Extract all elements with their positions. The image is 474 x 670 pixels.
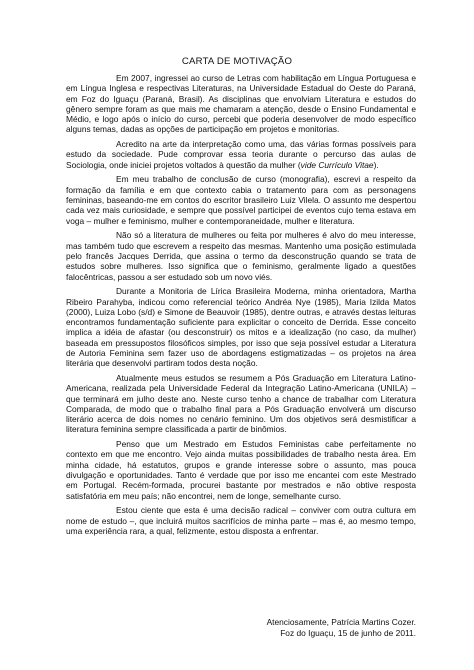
- place-date-line: [220, 628, 416, 638]
- paragraph-6: Atualmente meus estudos se resumem a Pós Graduação em Literatura Latino-Americana, realizada pela Universidade Federal da Integração Latino-Americana (UNILA) – que terminará em julho deste ano. Neste curso tenho a chance de trabalhar com Literatura Comparada, de modo que o trabalho final para a Pós Graduação envolverá um discurso literário acerca de dois nomes no cenário feminino. Um dos objetivos será desmistificar a literatura feminina sempre classificada a partir de binômios.: [66, 372, 416, 435]
- paragraph-2: Acredito na arte da interpretação como uma, das várias formas possíveis para estudo da sociedade. Pude comprovar essa teoria durante o percurso das aulas de Sociologia, onde iniciei projetos voltados à questão da mulher (vide Currículo Vitae).: [66, 139, 416, 170]
- paragraph-3: Em meu trabalho de conclusão de curso (monografia), escrevi a respeito da formação da família e em que contexto cabia o tratamento para com as personagens femininas, baseando-me em contos do escritor brasileiro Luiz Vilela. O assunto me despertou cada vez mais curiosidade, e sempre que possível participei de eventos cujo tema estava em voga – mulher e feminismo, mulher e contemporaneidade, mulher e literatura.: [66, 174, 416, 226]
- paragraph-1: Em 2007, ingressei ao curso de Letras com habilitação em Língua Portuguesa e em Língua Inglesa e respectivas Literaturas, na Universidade Estadual do Oeste do Paraná, em Foz do Iguaçu (Paraná, Brasil). As disciplinas que envolviam Literatura e estudos do gênero sempre foram as que mais me chamaram a atenção, desde o Ensino Fundamental e Médio, e logo após o início do curso, percebi que poderia desenvolver de modo específico alguns temas, dadas as opções de participação em projetos e monitorias.: [66, 73, 416, 135]
- paragraph-8: Estou ciente que esta é uma decisão radical – conviver com outra cultura em nome de estudo –, que incluirá muitos sacrifícios de minha parte – mas é, ao mesmo tempo, uma experiência rara, a qual, felizmente, estou disposta a enfrentar.: [66, 505, 416, 536]
- place-date-text: Foz do Iguaçu, 15 de junho de 2011.: [280, 628, 416, 638]
- closing-line: [220, 617, 416, 627]
- paragraph-7: Penso que um Mestrado em Estudos Feministas cabe perfeitamente no contexto em que me encontro. Vejo ainda muitas possibilidades de trabalho nesta área. Em minha cidade, há estatutos, grupos e grande interesse sobre o assunto, mas pouca divulgação e oportunidades. Tanto é verdade que por isso me encantei com este Mestrado em Portugal. Recém-formada, procurei bastante por mestrados e não obtive resposta satisfatória em meu país; não encontrei, nem de longe, semelhante curso.: [66, 439, 416, 501]
- closing-text: Atenciosamente, Patrícia Martins Cozer.: [266, 617, 416, 627]
- cv-reference: vide Currículo Vitae: [300, 159, 374, 170]
- paragraph-5: Durante a Monitoria de Lírica Brasileira Moderna, minha orientadora, Martha Ribeiro Parahyba, indicou como referencial teórico Andréa Nye (1985), Maria Izilda Matos (2000), Luiza Lobo (s/d) e Simone de Beauvoir (1985), dentre outras, e através destas leituras encontramos fundamentação suficiente para explicitar o conceito de Derrida. Esse conceito implica a idéia de afastar (ou desconstruir) os mitos e a idealização (no caso, da mulher) baseada em pressupostos filosóficos simples, por isso que seja possível estudar a Literatura de Autoria Feminina sem fazer uso de abordagens estigmatizadas – os projetos na área literária que desenvolvi partiram todos desta noção.: [66, 286, 416, 369]
- letter-title: CARTA DE MOTIVAÇÃO: [181, 56, 293, 67]
- paragraph-4: Não só a literatura de mulheres ou feita por mulheres é alvo do meu interesse, mas também tudo que escrevem a respeito das mesmas. Mantenho uma posição estimulada pelo francês Jacques Derrida, que assina o termo da desconstrução quando se trata de estudos sobre mulheres. Isso significa que o feminismo, geralmente ligado a questões falocêntricas, passou a ser estudado sob um novo viés.: [66, 230, 416, 282]
- letter-body: [66, 73, 416, 536]
